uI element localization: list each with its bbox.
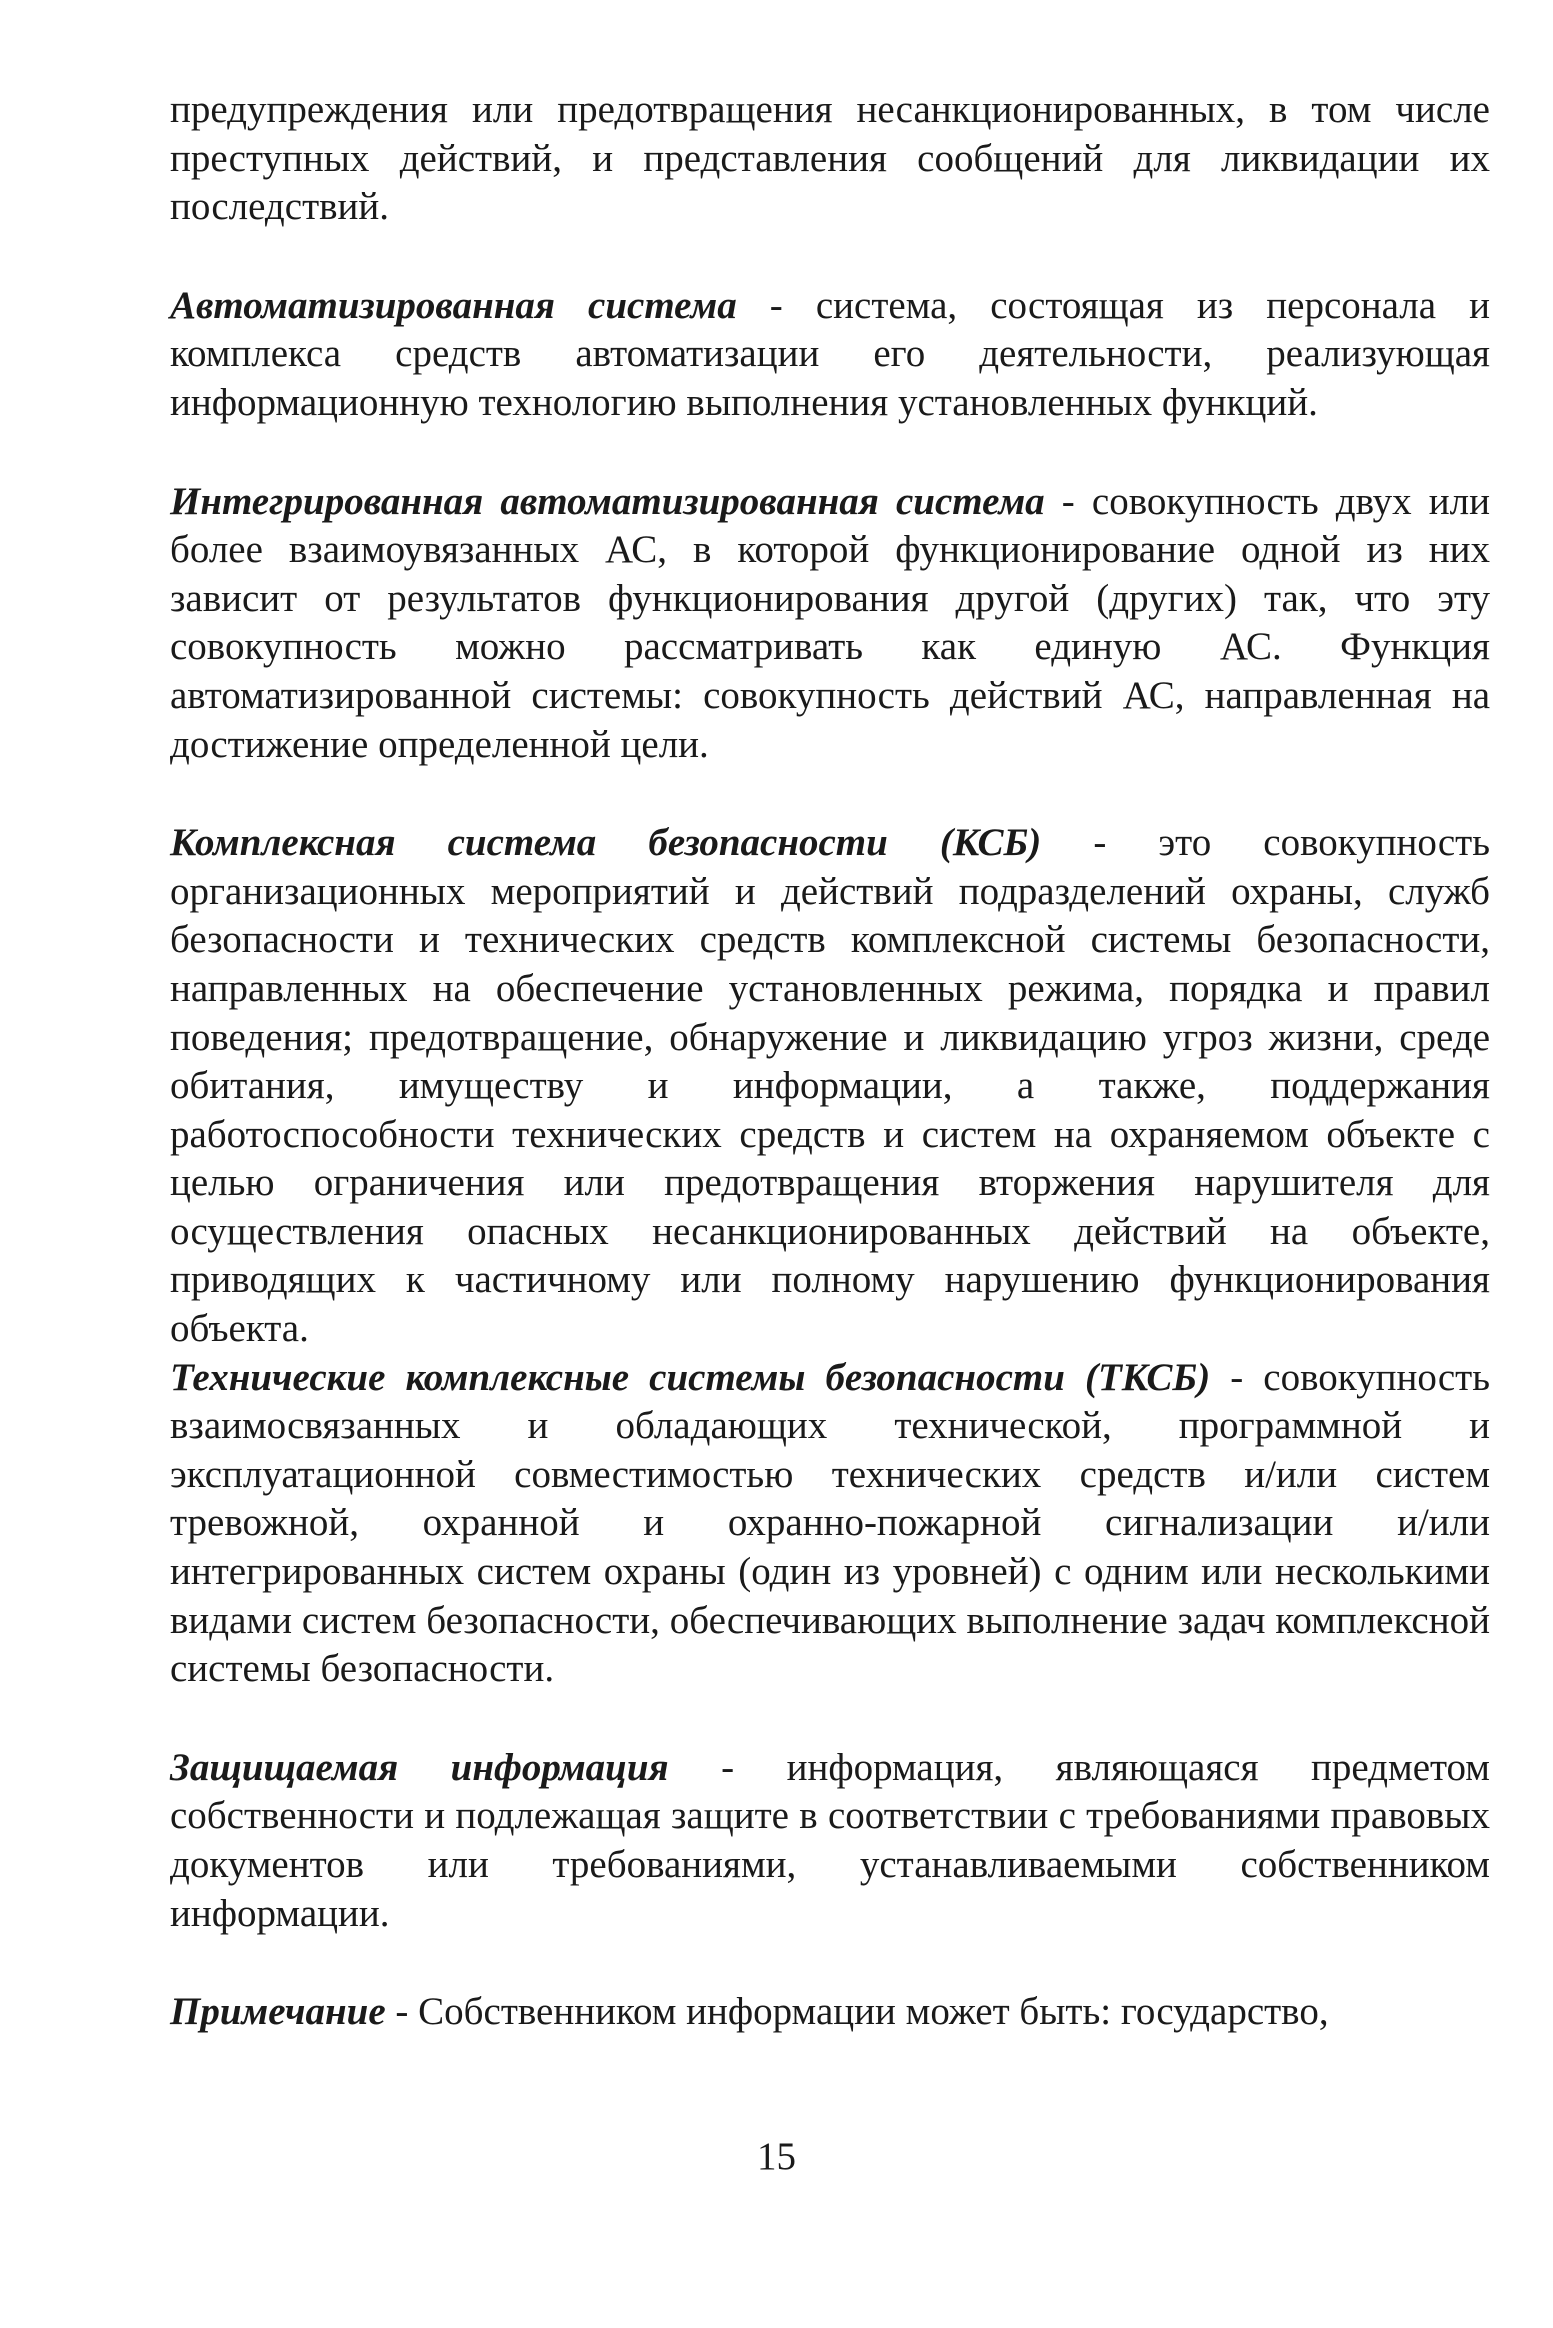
note-paragraph xyxy=(170,1988,1490,2037)
defined-term: Технические комплексные системы безопасности (ТКСБ) xyxy=(170,1355,1211,1399)
definition-text: - информация, являющаяся предметом собственности и подлежащая защите в соответствии с требованиями правовых документов или требованиями, устанавливаемыми собственником информации. xyxy=(170,1745,1490,1935)
document-body xyxy=(170,86,1490,2037)
definition-automated-system xyxy=(170,282,1490,428)
note-text: - Собственником информации может быть: государство, xyxy=(385,1990,1329,2034)
definition-technical-security-systems xyxy=(170,1354,1490,1694)
definition-text: - совокупность взаимосвязанных и обладающих технической, программной и эксплуатационной совместимостью технических средств и/или систем тревожной, охранной и охранно-пожарной сигнализации и/или интегрированных систем охраны (один из уровней) с одним или несколькими видами систем безопасности, обеспечивающих выполнение задач комплексной системы безопасности. xyxy=(170,1355,1491,1691)
defined-term: Интегрированная автоматизированная система xyxy=(170,479,1045,523)
defined-term: Автоматизированная система xyxy=(170,283,737,327)
defined-term: Защищаемая информация xyxy=(170,1745,669,1789)
page-number: 15 xyxy=(757,2135,796,2178)
paragraph-continuation xyxy=(170,86,1490,232)
definition-text: - это совокупность организационных мероприятий и действий подразделений охраны, служб безопасности и технических средств комплексной системы безопасности, направленных на обеспечение установленных режима, порядка и правил поведения; предотвращение, обнаружение и ликвидацию угроз жизни, среде обитания, имуществу и информации, а также, поддержания работоспособности технических средств и систем на охраняемом объекте с целью ограничения или предотвращения вторжения нарушителя для осуществления опасных несанкционированных действий на объекте, приводящих к частичному или полному нарушению функционирования объекта. xyxy=(170,821,1490,1351)
defined-term: Комплексная система безопасности (КСБ) xyxy=(170,821,1042,865)
definition-integrated-automated-system xyxy=(170,478,1490,770)
definition-integrated-security-system xyxy=(170,819,1490,1354)
definition-protected-information xyxy=(170,1744,1490,1938)
definition-text: - система, состоящая из персонала и комплекса средств автоматизации его деятельности, реализующая информационную технологию выполнения установленных функций. xyxy=(170,283,1490,424)
definition-text: - совокупность двух или более взаимоувязанных АС, в которой функционирование одной из них зависит от результатов функционирования другой (других) так, что эту совокупность можно рассматривать как единую АС. Функция автоматизированной системы: совокупность действий АС, направленная на достижение определенной цели. xyxy=(170,479,1491,766)
paragraph-text: предупреждения или предотвращения несанкционированных, в том числе преступных действий, и представления сообщений для ликвидации их последствий. xyxy=(170,88,1490,229)
note-label: Примечание xyxy=(170,1990,386,2034)
